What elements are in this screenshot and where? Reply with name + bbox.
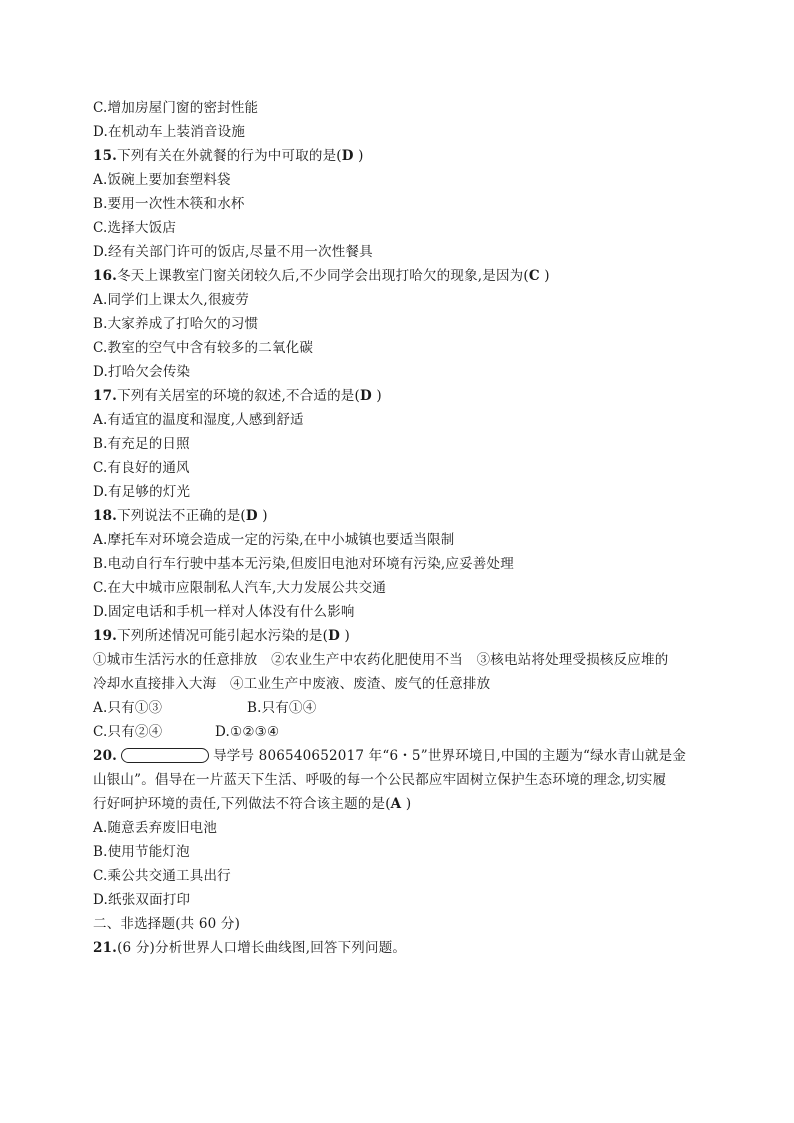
q18-option-a: A.摩托车对环境会造成一定的污染,在中小城镇也要适当限制 [93,532,455,548]
q16-option-b: B.大家养成了打哈欠的习惯 [93,316,259,332]
q20-option-d: D.纸张双面打印 [93,892,191,908]
question-number: 15. [93,148,118,164]
q19-option-d: D.①②③④ [215,724,280,740]
question-close: ) [371,388,382,404]
question-20 [93,744,713,768]
q20-option-c: C.乘公共交通工具出行 [93,868,231,884]
question-20-stem-line-3 [93,792,713,816]
section-heading: 二、非选择题(共 60 分) [93,916,241,932]
document-page [93,96,713,960]
q18-option-c: C.在大中城市应限制私人汽车,大力发展公共交通 [93,580,387,596]
answer: D [359,388,372,404]
question-stem: 下列说法不正确的是( [117,508,246,524]
q19-options-row-2 [93,720,713,744]
question-stem: 冬天上课教室门窗关闭较久后,不少同学会出现打哈欠的现象,是因为( [117,268,529,284]
question-close: ) [539,268,550,284]
redaction-box [121,748,209,763]
q20-option-b: B.使用节能灯泡 [93,844,190,860]
answer: C [528,268,540,284]
q15-option-b: B.要用一次性木筷和水杯 [93,196,245,212]
answer: D [328,628,340,644]
q17-option-d: D.有足够的灯光 [93,484,191,500]
question-stem: 下列有关在外就餐的行为中可取的是( [117,148,342,164]
answer: A [390,796,402,812]
q14-option-d: D.在机动车上装消音设施 [93,124,246,140]
question-stem: (6 分)分析世界人口增长曲线图,回答下列问题。 [117,940,407,956]
question-number: 17. [93,388,118,404]
question-17 [93,384,713,408]
q18-option-b: B.电动自行车行驶中基本无污染,但废旧电池对环境有污染,应妥善处理 [93,556,514,572]
q16-option-c: C.教室的空气中含有较多的二氧化碳 [93,340,314,356]
question-18 [93,504,713,528]
question-stem-line-3: 行好呵护环境的责任,下列做法不符合该主题的是( [93,796,391,812]
q19-option-b: B.只有①④ [247,700,317,716]
question-stem: 下列所述情况可能引起水污染的是( [117,628,329,644]
q16-option-a: A.同学们上课太久,很疲劳 [93,292,249,308]
q15-option-c: C.选择大饭店 [93,220,177,236]
answer: D [341,148,354,164]
q19-options-row-1 [93,696,713,720]
answer: D [245,508,258,524]
q19-items-line-1: ①城市生活污水的任意排放 ②农业生产中农药化肥使用不当 ③核电站将处理受损核反应堆的 [93,652,669,668]
question-number: 21. [93,940,118,956]
q19-option-a: A.只有①③ [93,700,163,716]
question-stem-line-1: 导学号 806540652017 年“6・5”世界环境日,中国的主题为“绿水青山就是金 [213,748,687,764]
question-number: 19. [93,628,118,644]
question-19 [93,624,713,648]
q17-option-a: A.有适宜的温度和湿度,人感到舒适 [93,412,304,428]
q17-option-c: C.有良好的通风 [93,460,190,476]
question-close: ) [353,148,364,164]
q17-option-b: B.有充足的日照 [93,436,190,452]
question-stem: 下列有关居室的环境的叙述,不合适的是( [117,388,360,404]
question-21 [93,936,713,960]
question-20-stem-line-2: 山银山”。倡导在一片蓝天下生活、呼吸的每一个公民都应牢固树立保护生态环境的理念,切实履 [93,772,667,788]
question-close: ) [401,796,412,812]
question-close: ) [339,628,350,644]
question-number: 16. [93,268,118,284]
question-close: ) [257,508,268,524]
q20-option-a: A.随意丢弃废旧电池 [93,820,218,836]
q16-option-d: D.打哈欠会传染 [93,364,191,380]
q19-items-line-2: 冷却水直接排入大海 ④工业生产中废液、废渣、废气的任意排放 [93,676,491,692]
question-number: 18. [93,508,118,524]
q15-option-a: A.饭碗上要加套塑料袋 [93,172,231,188]
q19-option-c: C.只有②④ [93,724,163,740]
question-16 [93,264,713,288]
q14-option-c: C.增加房屋门窗的密封性能 [93,100,259,116]
question-15 [93,144,713,168]
q18-option-d: D.固定电话和手机一样对人体没有什么影响 [93,604,355,620]
q15-option-d: D.经有关部门许可的饭店,尽量不用一次性餐具 [93,244,373,260]
question-number: 20. [93,748,118,764]
